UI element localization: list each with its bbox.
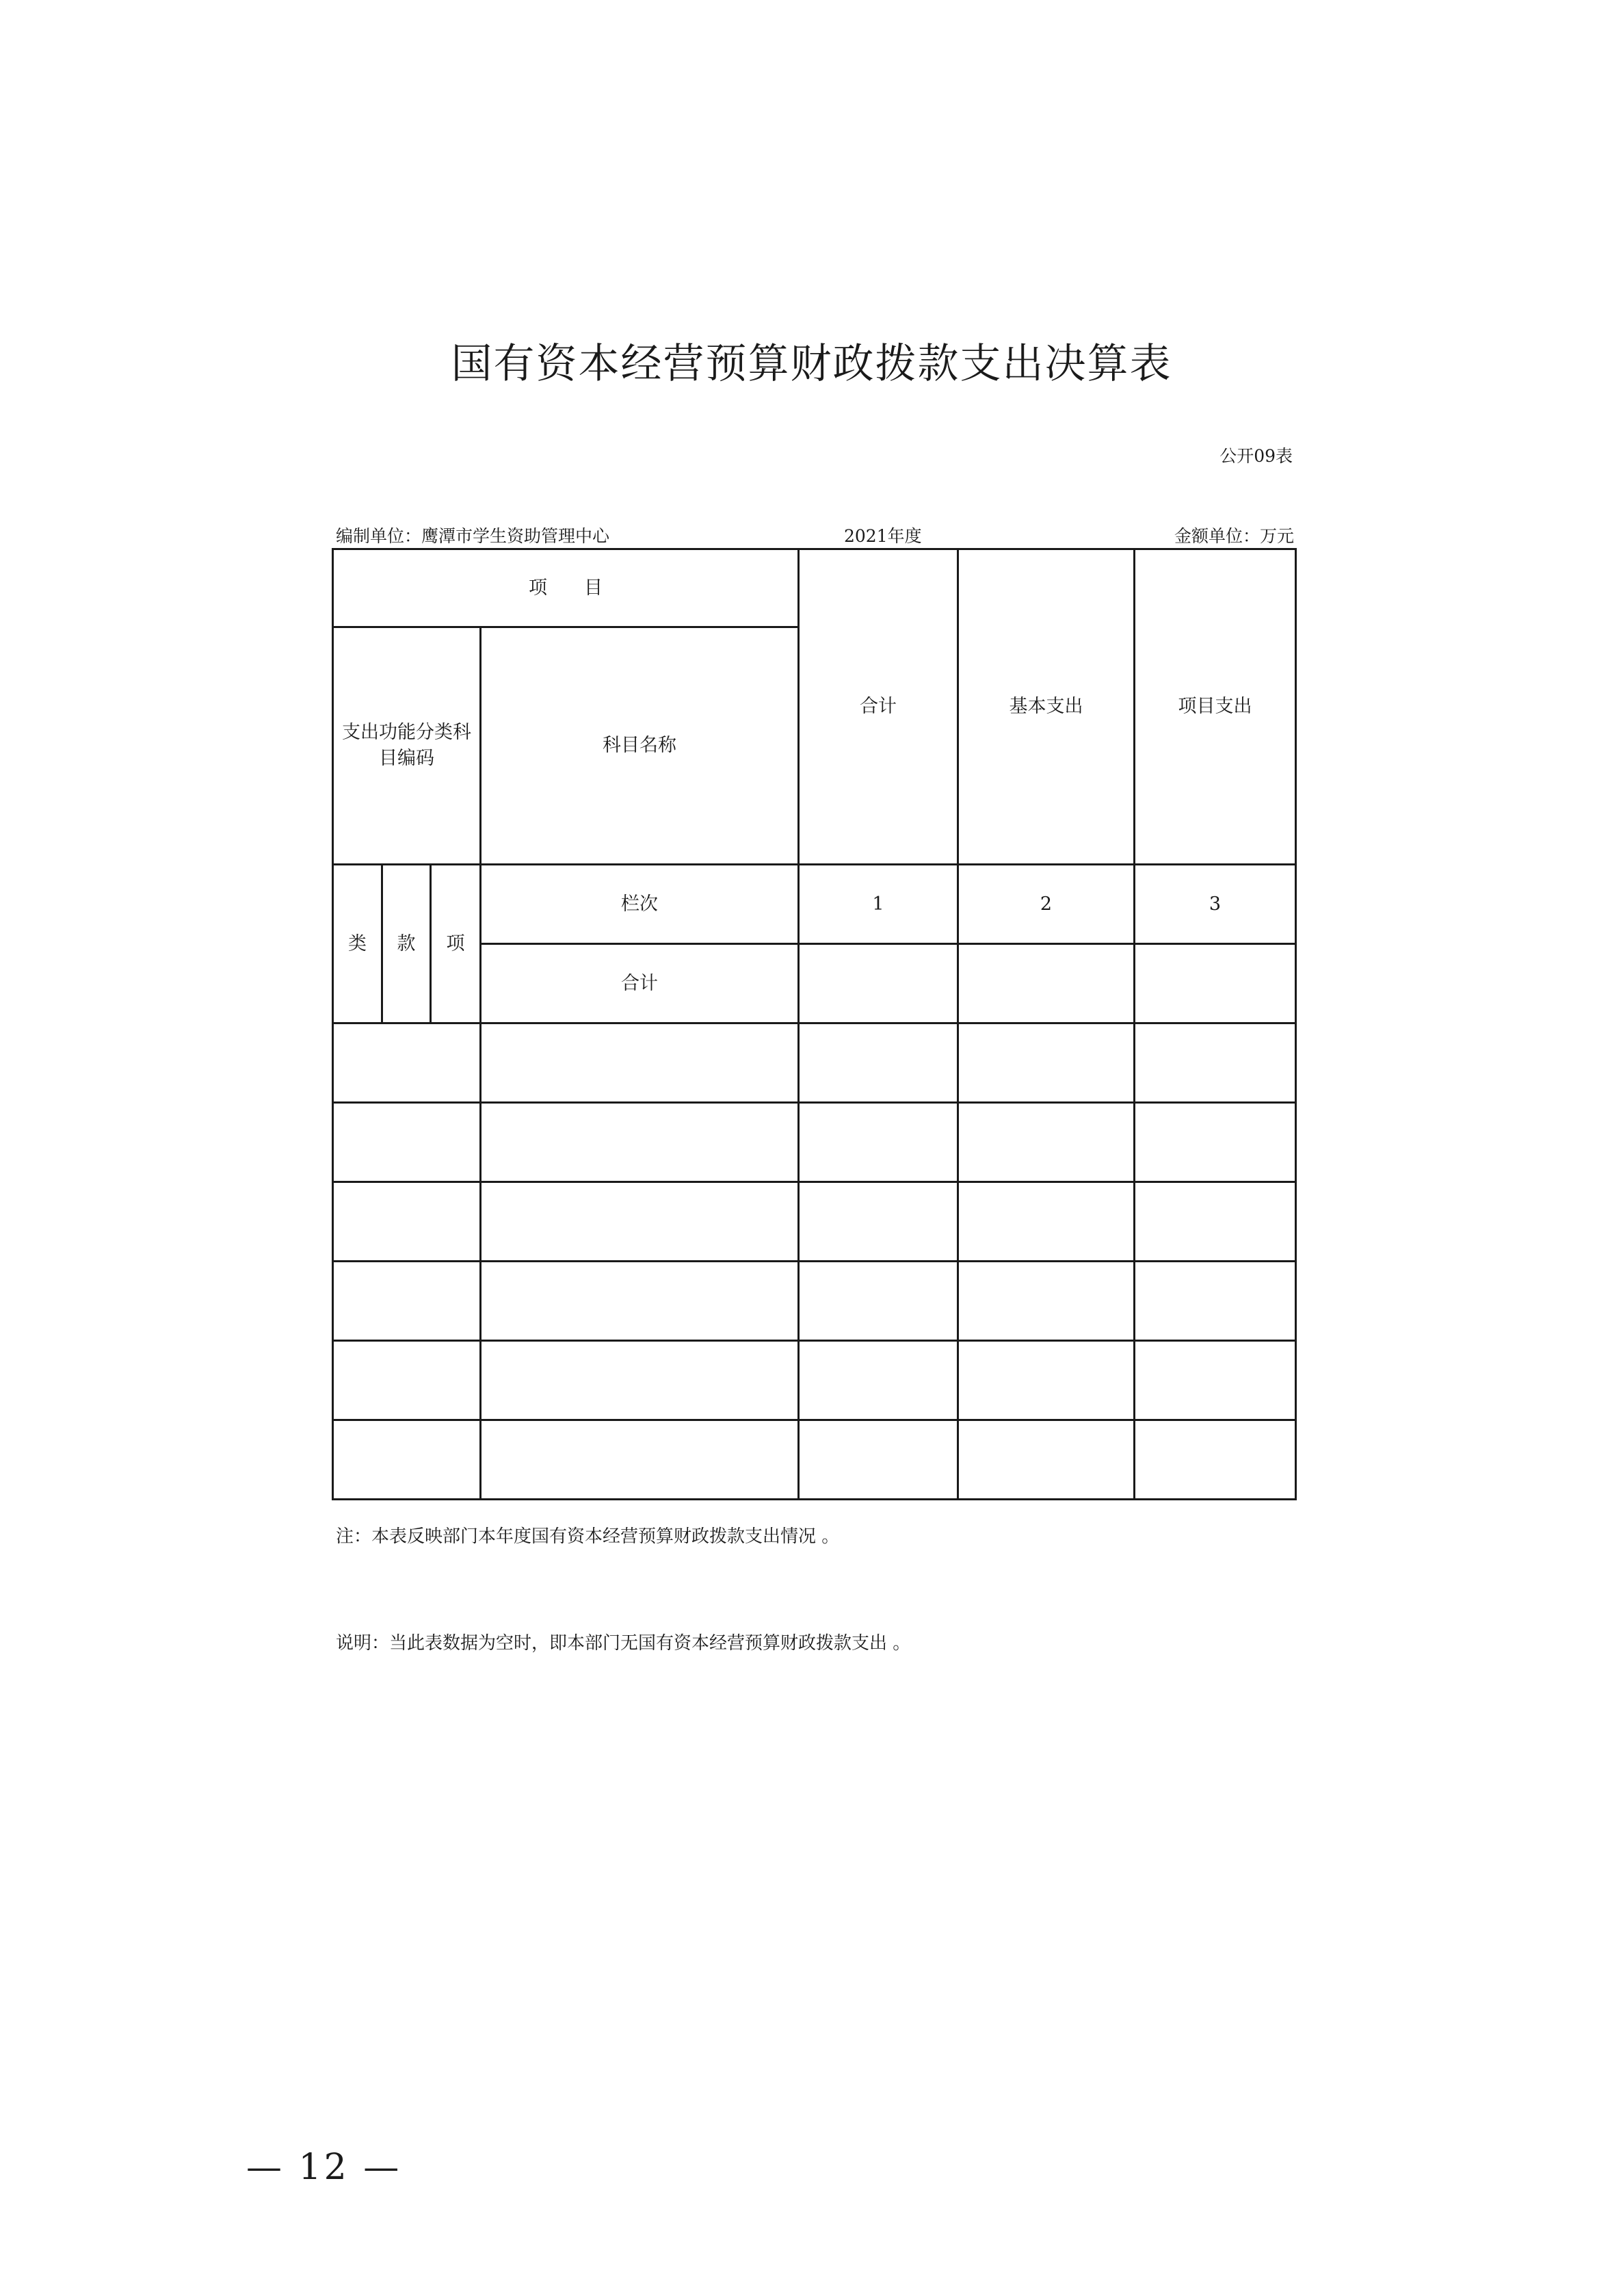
amount-cell [958,1262,1135,1341]
table-note: 注：本表反映部门本年度国有资本经营预算财政拨款支出情况 。 [336,1526,840,1547]
column-number-cell [958,865,1135,944]
amount-cell [799,1420,958,1500]
header-section-cell [382,865,431,1023]
table-meta-row [332,524,1294,549]
code-cell [333,1341,481,1420]
code-cell [333,1262,481,1341]
amount-cell [958,1023,1135,1103]
amount-cell [958,1341,1135,1420]
header-subitem: 项 [446,932,465,954]
header-project-expenditure: 项目支出 [1178,696,1252,717]
name-cell [481,1420,799,1500]
amount-cell [1135,1262,1296,1341]
amount-cell [1135,1341,1296,1420]
sequence-label-cell [481,865,799,944]
form-code: 公开09表 [1219,446,1293,466]
column-number-3: 3 [1209,893,1222,915]
amount-cell [1135,1023,1296,1103]
table-row [333,1023,1296,1103]
header-class-cell [333,865,382,1023]
header-basic-cell [958,549,1135,865]
total-project-cell [1135,944,1296,1023]
sequence-label: 栏次 [621,893,658,915]
column-number-cell [1135,865,1296,944]
amount-cell [799,1023,958,1103]
amount-cell [799,1262,958,1341]
header-function-code: 支出功能分类科目编码 [342,722,471,769]
amount-cell [1135,1420,1296,1500]
total-label: 合计 [621,972,658,994]
amount-cell [1135,1182,1296,1262]
header-project-cell [1135,549,1296,865]
code-cell [333,1182,481,1262]
code-cell [333,1103,481,1182]
header-total: 合计 [860,696,897,717]
name-cell [481,1023,799,1103]
header-class: 类 [348,932,367,954]
table-row [333,1341,1296,1420]
budget-table [332,548,1297,1500]
total-basic-cell [958,944,1135,1023]
name-cell [481,1103,799,1182]
amount-cell [1135,1103,1296,1182]
header-subject-name: 科目名称 [603,735,676,756]
table-row [333,1182,1296,1262]
header-section: 款 [397,932,416,954]
column-number-cell [799,865,958,944]
header-item: 项 目 [529,577,603,599]
header-total-cell [799,549,958,865]
name-cell [481,1341,799,1420]
amount-cell [799,1182,958,1262]
fiscal-year: 2021年度 [844,526,922,546]
name-cell [481,1262,799,1341]
code-cell [333,1420,481,1500]
page-title: 国有资本经营预算财政拨款支出决算表 [451,340,1172,388]
table-row [333,1262,1296,1341]
column-number-2: 2 [1040,893,1053,915]
amount-cell [799,1103,958,1182]
page-number: — 12 — [246,2147,402,2188]
table-explanation: 说明：当此表数据为空时，即本部门无国有资本经营预算财政拨款支出 。 [336,1633,911,1654]
amount-cell [958,1420,1135,1500]
amount-cell [958,1182,1135,1262]
total-label-cell [481,944,799,1023]
header-name-cell [481,627,799,865]
code-cell [333,1023,481,1103]
compiling-unit: 编制单位：鹰潭市学生资助管理中心 [336,526,610,546]
amount-cell [799,1341,958,1420]
name-cell [481,1182,799,1262]
amount-cell [958,1103,1135,1182]
header-code-cell [333,627,481,865]
table-header-row [333,549,1296,627]
total-amount-cell [799,944,958,1023]
table-row [333,1420,1296,1500]
header-subitem-cell [431,865,481,1023]
amount-unit: 金额单位：万元 [1174,526,1294,546]
column-number-1: 1 [872,893,884,915]
table-row [333,1103,1296,1182]
header-basic-expenditure: 基本支出 [1009,696,1083,717]
sequence-row [333,865,1296,944]
header-item-cell [333,549,799,627]
